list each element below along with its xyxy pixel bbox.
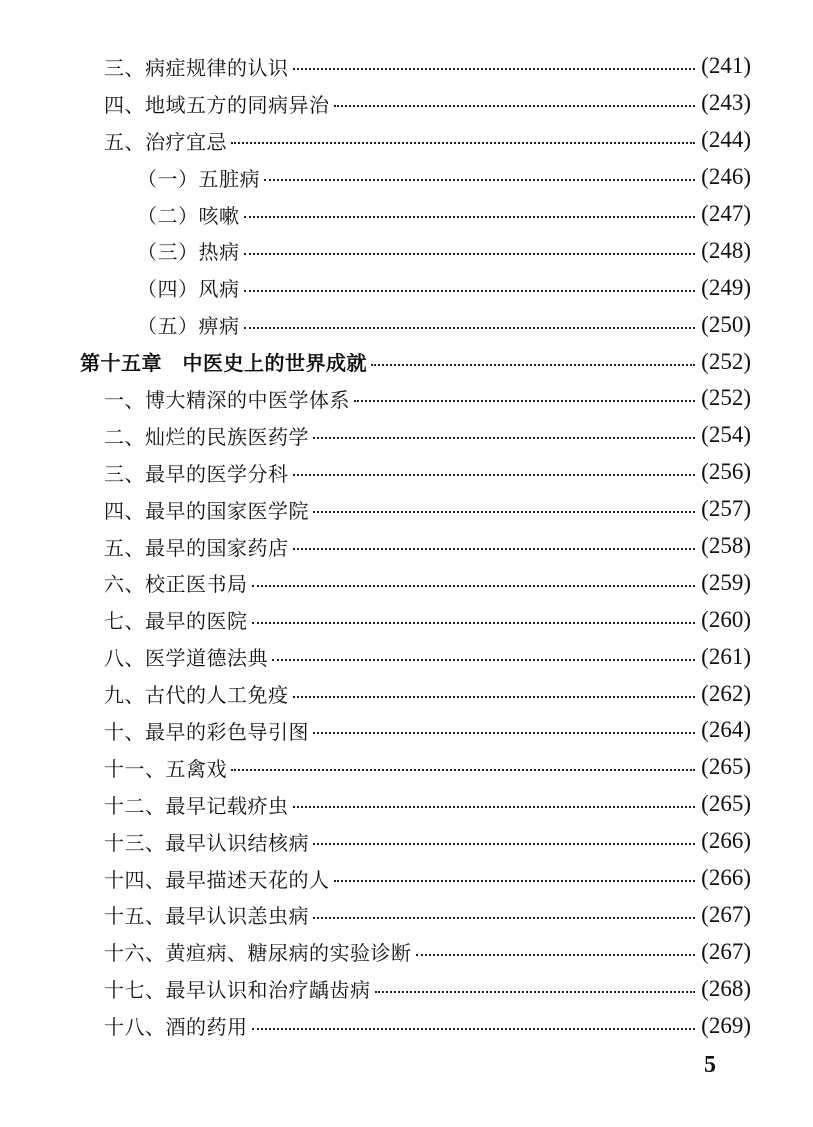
toc-entry-page: (265) [701, 754, 751, 780]
toc-entry-title: 十三、最早认识结核病 [104, 830, 309, 855]
toc-entry[interactable] [0, 85, 813, 122]
toc-entry[interactable] [0, 232, 813, 269]
toc-entry-page: (266) [701, 865, 751, 891]
dot-leader [313, 732, 695, 734]
dot-leader [313, 437, 695, 439]
toc-entry-page: (247) [701, 201, 751, 226]
toc-entry-page: (244) [701, 127, 751, 153]
dot-leader [244, 290, 696, 292]
toc-entry[interactable] [0, 380, 813, 417]
toc-entry-page: (249) [701, 274, 751, 300]
dot-leader [313, 917, 695, 919]
toc-entry[interactable] [0, 933, 813, 970]
toc-entry[interactable] [0, 196, 813, 233]
dot-leader [313, 843, 695, 845]
toc-entry[interactable] [0, 749, 813, 786]
toc-entry[interactable] [0, 601, 813, 638]
toc-entry-title: 十一、五禽戏 [104, 756, 227, 781]
dot-leader [244, 327, 696, 329]
toc-entry[interactable] [0, 638, 813, 675]
dot-leader [272, 659, 695, 661]
dot-leader [354, 400, 695, 402]
dot-leader [293, 806, 696, 808]
dot-leader [231, 142, 695, 144]
toc-entry-page: (246) [701, 164, 751, 190]
dot-leader [264, 179, 695, 181]
dot-leader [293, 548, 696, 550]
toc-entry[interactable] [0, 564, 813, 601]
toc-entry-title: （二）咳嗽 [137, 203, 240, 228]
toc-entry-title: 三、病症规律的认识 [104, 55, 289, 80]
toc-entry-title: 八、医学道德法典 [104, 646, 268, 671]
dot-leader [334, 880, 696, 882]
toc-entry[interactable] [0, 1007, 813, 1044]
toc-entry-title: （三）热病 [137, 240, 240, 265]
toc-entry-title: 十四、最早描述天花的人 [104, 867, 330, 892]
toc-entry-title: 二、灿烂的民族医药学 [104, 424, 309, 449]
dot-leader [313, 511, 695, 513]
dot-leader [244, 216, 696, 218]
toc-entry-page: (243) [701, 90, 751, 116]
toc-entry-title: 三、最早的医学分科 [104, 461, 289, 486]
dot-leader [252, 622, 696, 624]
toc-entry[interactable] [0, 896, 813, 933]
toc-entry-title: 四、最早的国家医学院 [104, 498, 309, 523]
toc-entry[interactable] [0, 970, 813, 1007]
toc-entry[interactable] [0, 269, 813, 306]
toc-entry-title: （五）痹病 [137, 314, 240, 339]
toc-entry-page: (262) [701, 680, 751, 706]
toc-entry[interactable] [0, 528, 813, 565]
toc-entry[interactable] [0, 48, 813, 85]
toc-entry-page: (258) [701, 533, 751, 559]
toc-entry[interactable] [0, 860, 813, 897]
toc-entry-page: (254) [701, 422, 751, 448]
toc-entry-page: (261) [701, 643, 751, 669]
toc-entry-title: 一、博大精深的中医学体系 [104, 387, 350, 412]
dot-leader [244, 253, 696, 255]
toc-entry-page: (265) [701, 791, 751, 817]
table-of-contents [0, 48, 813, 1044]
toc-entry[interactable] [0, 454, 813, 491]
dot-leader [293, 474, 696, 476]
dot-leader [231, 769, 695, 771]
toc-entry-title: 十二、最早记载疥虫 [104, 793, 289, 818]
toc-entry-title: 十五、最早认识恙虫病 [104, 904, 309, 929]
page-number: 5 [704, 1052, 716, 1078]
toc-entry[interactable] [0, 786, 813, 823]
toc-entry-title: 五、治疗宜忌 [104, 129, 227, 154]
toc-entry-page: (264) [701, 717, 751, 743]
toc-entry-title: （一）五脏病 [137, 166, 260, 191]
toc-entry[interactable] [0, 122, 813, 159]
toc-entry[interactable] [0, 306, 813, 343]
toc-entry[interactable] [0, 712, 813, 749]
toc-entry-title: 六、校正医书局 [104, 572, 248, 597]
toc-entry[interactable] [0, 417, 813, 454]
dot-leader [416, 954, 696, 956]
toc-entry-title: 十七、最早认识和治疗龋齿病 [104, 978, 371, 1003]
toc-entry-page: (269) [701, 1012, 751, 1038]
dot-leader [252, 1028, 696, 1030]
toc-entry-title: 十、最早的彩色导引图 [104, 719, 309, 744]
toc-entry-page: (267) [701, 938, 751, 964]
toc-entry-title: 五、最早的国家药店 [104, 535, 289, 560]
toc-chapter-heading[interactable] [0, 343, 813, 380]
toc-entry-page: (248) [701, 237, 751, 263]
toc-entry-title: 第十五章 中医史上的世界成就 [80, 351, 367, 376]
toc-entry-page: (266) [701, 828, 751, 854]
dot-leader [252, 585, 696, 587]
toc-entry-page: (268) [701, 975, 751, 1001]
toc-entry[interactable] [0, 675, 813, 712]
toc-entry-page: (260) [701, 606, 751, 632]
toc-entry-page: (259) [701, 569, 751, 595]
toc-entry-page: (267) [701, 901, 751, 927]
dot-leader [375, 991, 696, 993]
toc-entry-title: 四、地域五方的同病异治 [104, 92, 330, 117]
toc-entry[interactable] [0, 823, 813, 860]
toc-entry-page: (250) [701, 311, 751, 337]
toc-entry-page: (252) [701, 348, 751, 374]
toc-entry-page: (257) [701, 496, 751, 522]
toc-entry-title: 七、最早的医院 [104, 609, 248, 634]
dot-leader [293, 68, 696, 70]
toc-entry-title: 十八、酒的药用 [104, 1015, 248, 1040]
toc-entry-page: (241) [701, 53, 751, 79]
dot-leader [371, 364, 695, 366]
dot-leader [293, 696, 696, 698]
toc-entry[interactable] [0, 491, 813, 528]
dot-leader [334, 105, 696, 107]
toc-entry-title: 十六、黄疸病、糖尿病的实验诊断 [104, 941, 412, 966]
toc-entry-title: 九、古代的人工免疫 [104, 683, 289, 708]
toc-entry-title: （四）风病 [137, 277, 240, 302]
toc-entry-page: (252) [701, 385, 751, 411]
toc-entry-page: (256) [701, 459, 751, 485]
toc-entry[interactable] [0, 159, 813, 196]
